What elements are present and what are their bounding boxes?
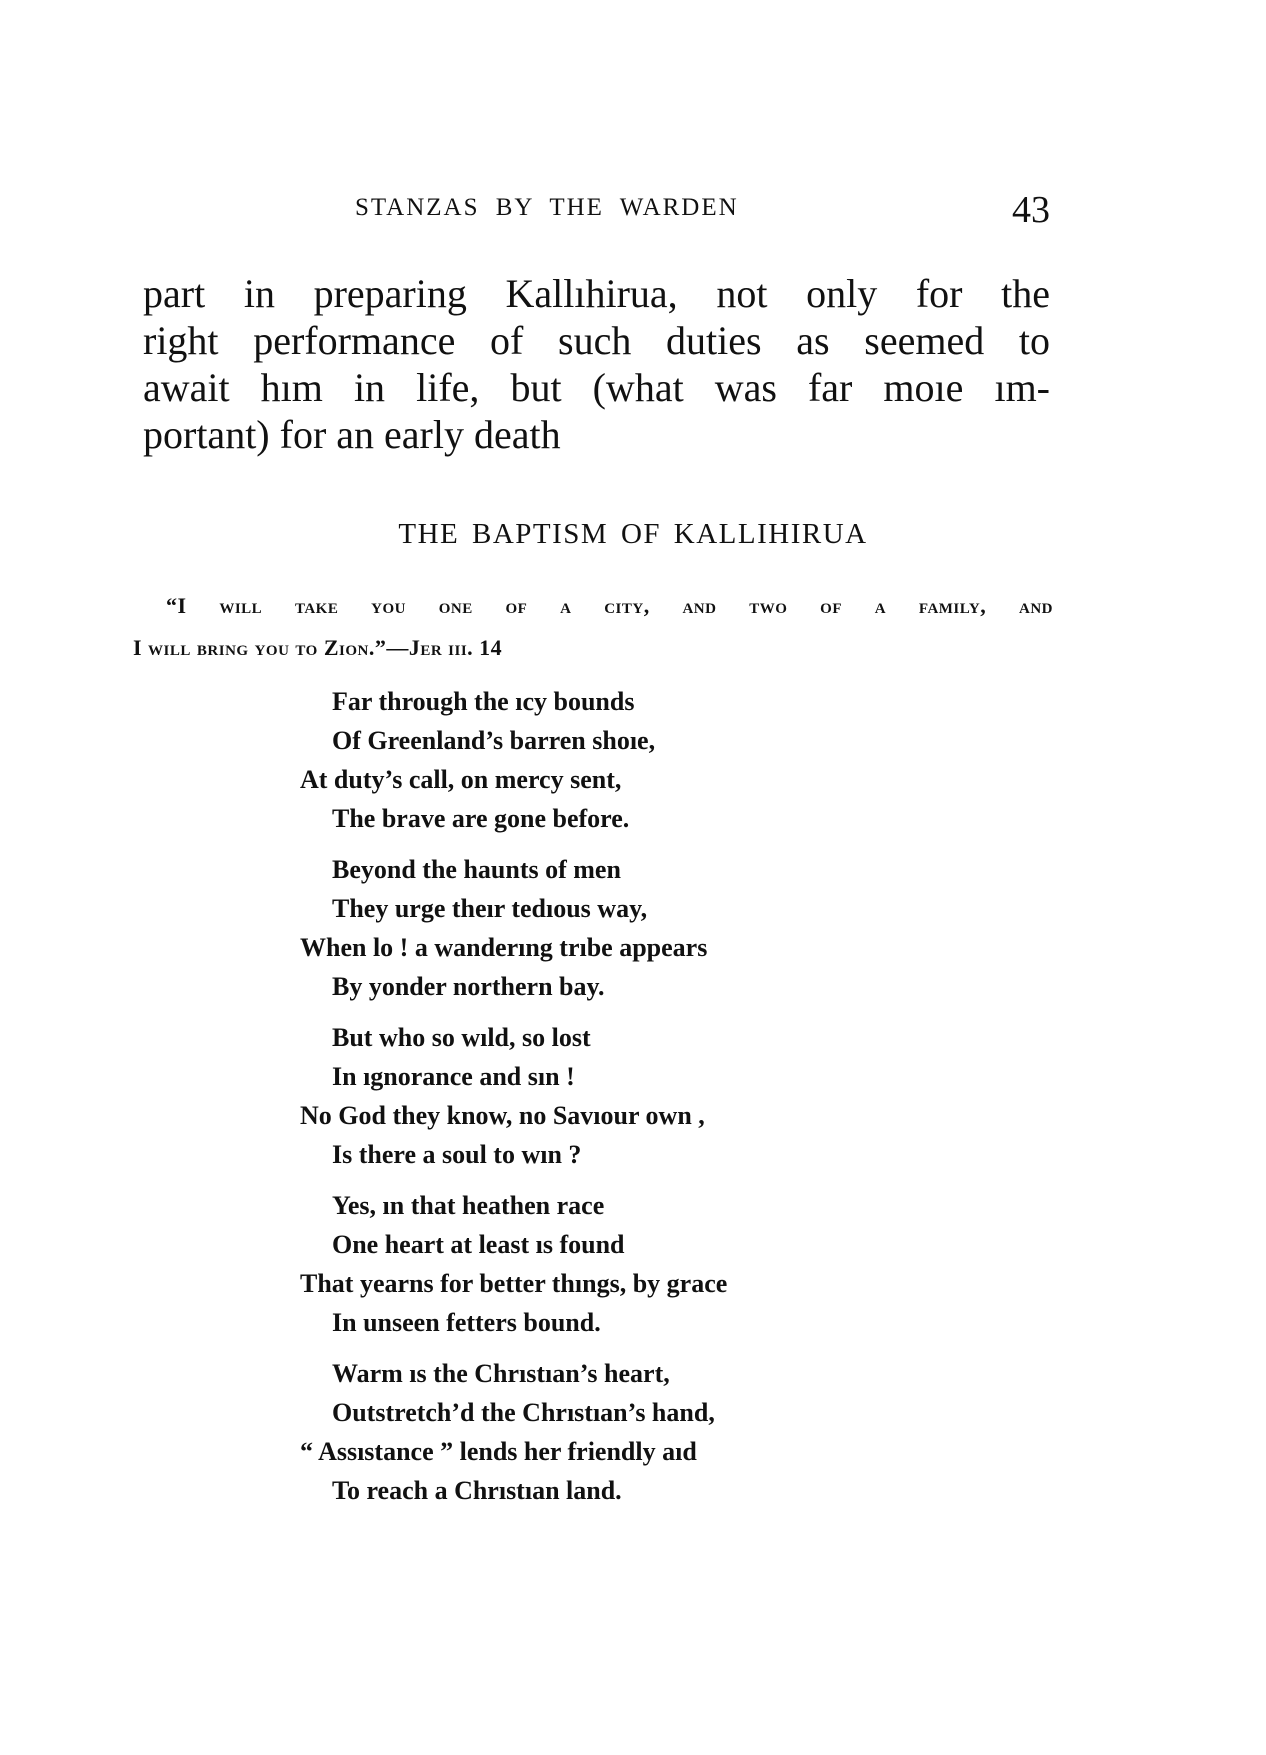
page-number: 43 [1012, 189, 1050, 231]
epigraph-line: “I will take you one of a city, and two of a family, and [166, 593, 1053, 618]
verse-line: Far through the ıcy bounds [332, 687, 635, 716]
verse-line: Warm ıs the Chrıstıan’s heart, [332, 1359, 670, 1388]
prose-line: right performance of such duties as seemed to [143, 318, 1050, 363]
verse-line: At duty’s call, on mercy sent, [300, 765, 622, 794]
prose-paragraph [143, 270, 1050, 458]
prose-line: part in preparing Kallıhirua, not only for the [143, 271, 1050, 316]
verse-line: In unseen fetters bound. [332, 1308, 601, 1337]
stanza [300, 682, 1000, 838]
verse-line: By yonder northern bay. [332, 972, 605, 1001]
running-title: STANZAS BY THE WARDEN [355, 194, 739, 221]
epigraph [133, 585, 1053, 669]
verse-line: No God they know, no Savıour own , [300, 1101, 705, 1130]
verse-line: Is there a soul to wın ? [332, 1140, 582, 1169]
verse-line: Beyond the haunts of men [332, 855, 621, 884]
verse-line: That yearns for better thıngs, by grace [300, 1269, 728, 1298]
stanza [300, 1354, 1000, 1510]
prose-line: portant) for an early death [143, 412, 561, 457]
verse-line: They urge theır tedıous way, [332, 894, 648, 923]
verse-line: The brave are gone before. [332, 804, 630, 833]
poem-body [300, 682, 1000, 1522]
verse-line: To reach a Chrıstıan land. [332, 1476, 622, 1505]
poem-title: THE BAPTISM OF KALLIHIRUA [398, 518, 868, 550]
stanza [300, 1018, 1000, 1174]
verse-line: When lo ! a wanderıng trıbe appears [300, 933, 708, 962]
verse-line: In ıgnorance and sın ! [332, 1062, 575, 1091]
verse-line: “ Assıstance ” lends her friendly aıd [300, 1437, 697, 1466]
verse-line: One heart at least ıs found [332, 1230, 625, 1259]
verse-line: Outstretch’d the Chrıstıan’s hand, [332, 1398, 715, 1427]
running-head [140, 188, 1050, 232]
prose-line: await hım in life, but (what was far moıe ım- [143, 365, 1050, 410]
stanza [300, 1186, 1000, 1342]
verse-line: Yes, ın that heathen race [332, 1191, 605, 1220]
stanza [300, 850, 1000, 1006]
verse-line: But who so wıld, so lost [332, 1023, 591, 1052]
epigraph-line: I will bring you to Zion.”—Jer ııı. 14 [133, 635, 503, 660]
verse-line: Of Greenland’s barren shoıe, [332, 726, 656, 755]
